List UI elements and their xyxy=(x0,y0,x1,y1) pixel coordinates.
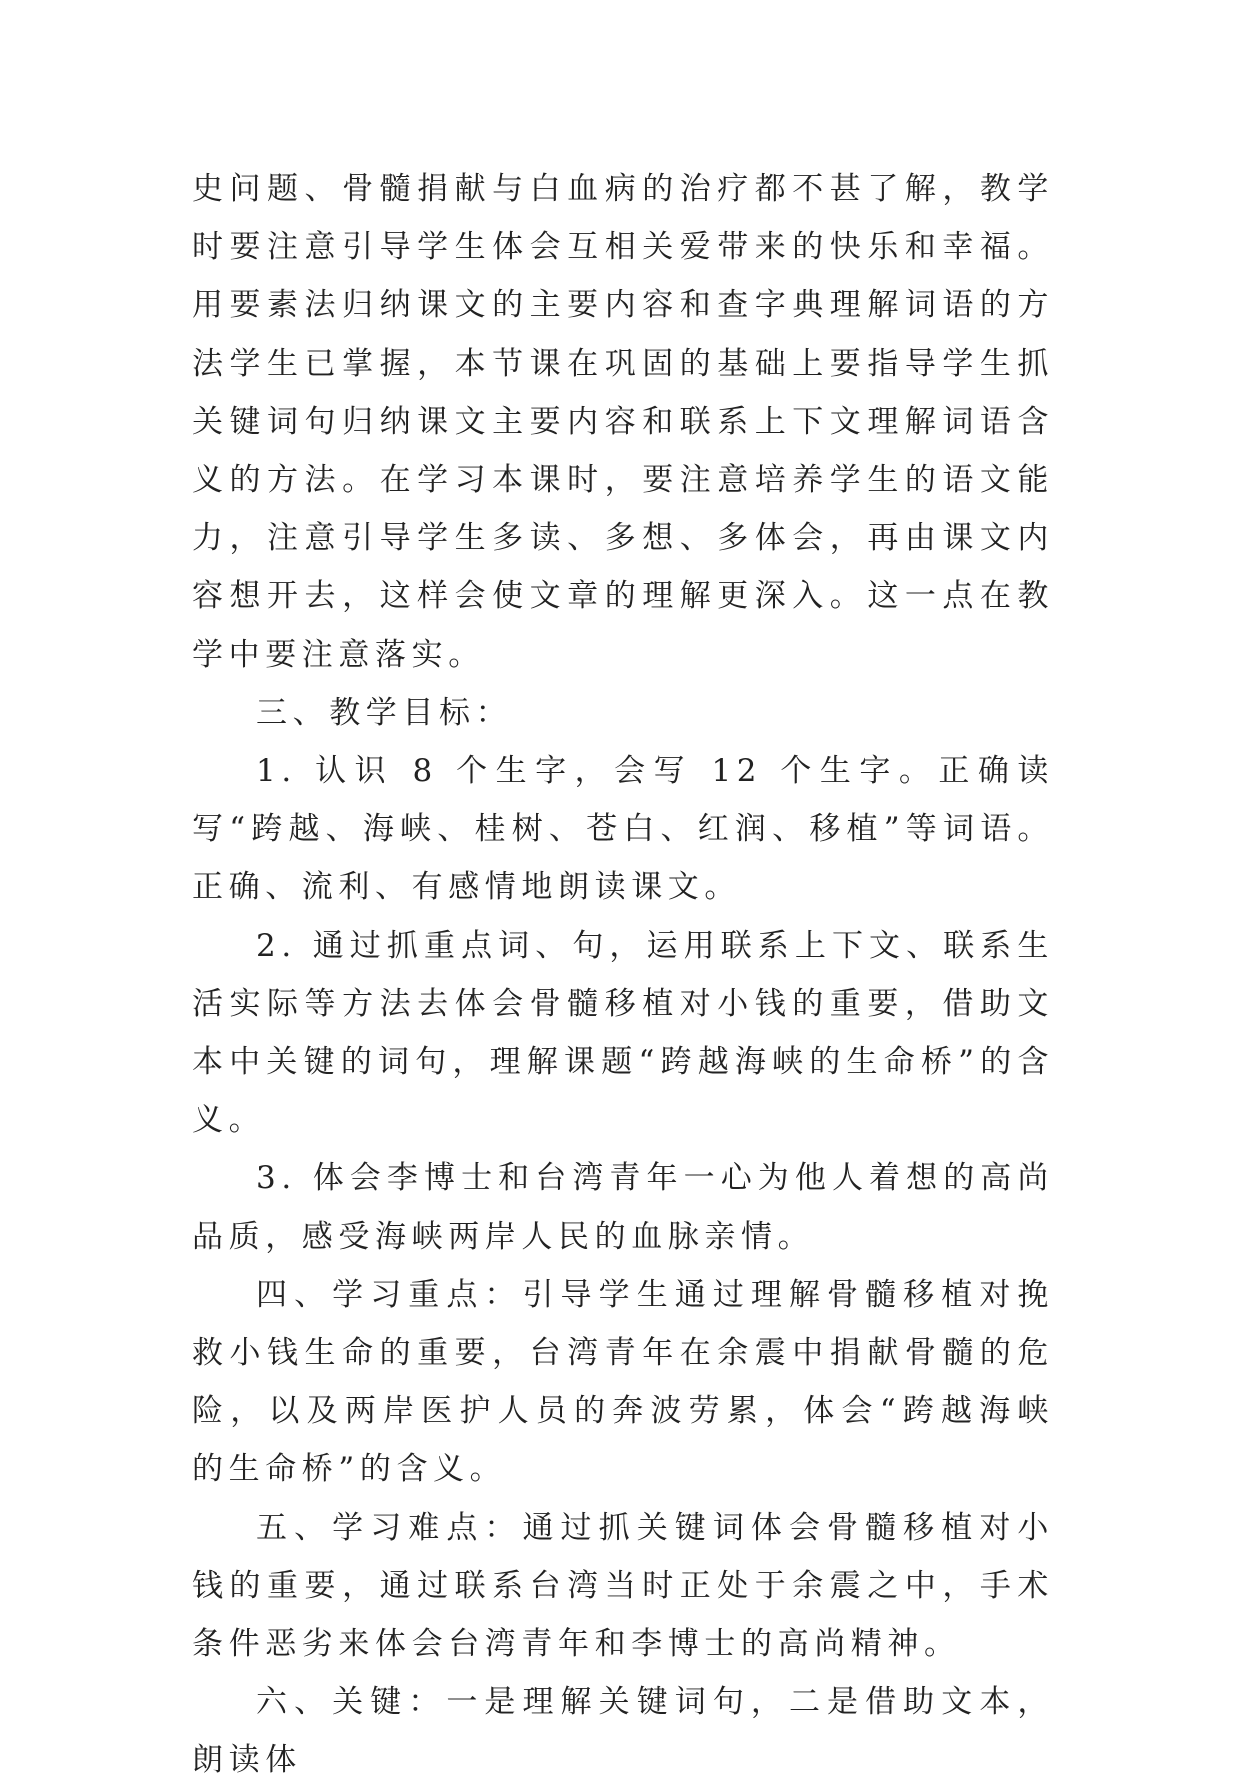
paragraph-learning-focus: 四、学习重点：引导学生通过理解骨髓移植对挽救小钱生命的重要，台湾青年在余震中捐献骨髓的危险，以及两岸医护人员的奔波劳累，体会“跨越海峡的生命桥”的含义。 xyxy=(192,1276,1054,1488)
objective-item-2: 2. 通过抓重点词、句，运用联系上下文、联系生活实际等方法去体会骨髓移植对小钱的重要，借助文本中关键的词句，理解课题“跨越海峡的生命桥”的含义。 xyxy=(192,927,1054,1139)
objective-item-1: 1. 认识 8 个生字，会写 12 个生字。正确读写“跨越、海峡、桂树、苍白、红润、移植”等词语。正确、流利、有感情地朗读课文。 xyxy=(192,753,1054,906)
paragraph-learning-difficulty: 五、学习难点：通过抓关键词体会骨髓移植对小钱的重要，通过联系台湾当时正处于余震之中，手术条件恶劣来体会台湾青年和李博士的高尚精神。 xyxy=(192,1509,1054,1663)
paragraph-teaching-analysis-continued: 史问题、骨髓捐献与白血病的治疗都不甚了解，教学时要注意引导学生体会互相关爱带来的快乐和幸福。用要素法归纳课文的主要内容和查字典理解词语的方法学生已掌握，本节课在巩固的基础上要指导学生抓关键词句归纳课文主要内容和联系上下文理解词语含义的方法。在学习本课时，要注意培养学生的语文能力，注意引导学生多读、多想、多体会，再由课文内容想开去，这样会使文章的理解更深入。这一点在教学中要注意落实。 xyxy=(192,171,1054,673)
objective-item-3: 3. 体会李博士和台湾青年一心为他人着想的高尚品质，感受海峡两岸人民的血脉亲情。 xyxy=(192,1160,1054,1255)
document-body xyxy=(192,160,1054,1790)
heading-teaching-objectives: 三、教学目标： xyxy=(256,694,513,731)
paragraph-key-points: 六、关键：一是理解关键词句，二是借助文本，朗读体 xyxy=(192,1684,1054,1779)
